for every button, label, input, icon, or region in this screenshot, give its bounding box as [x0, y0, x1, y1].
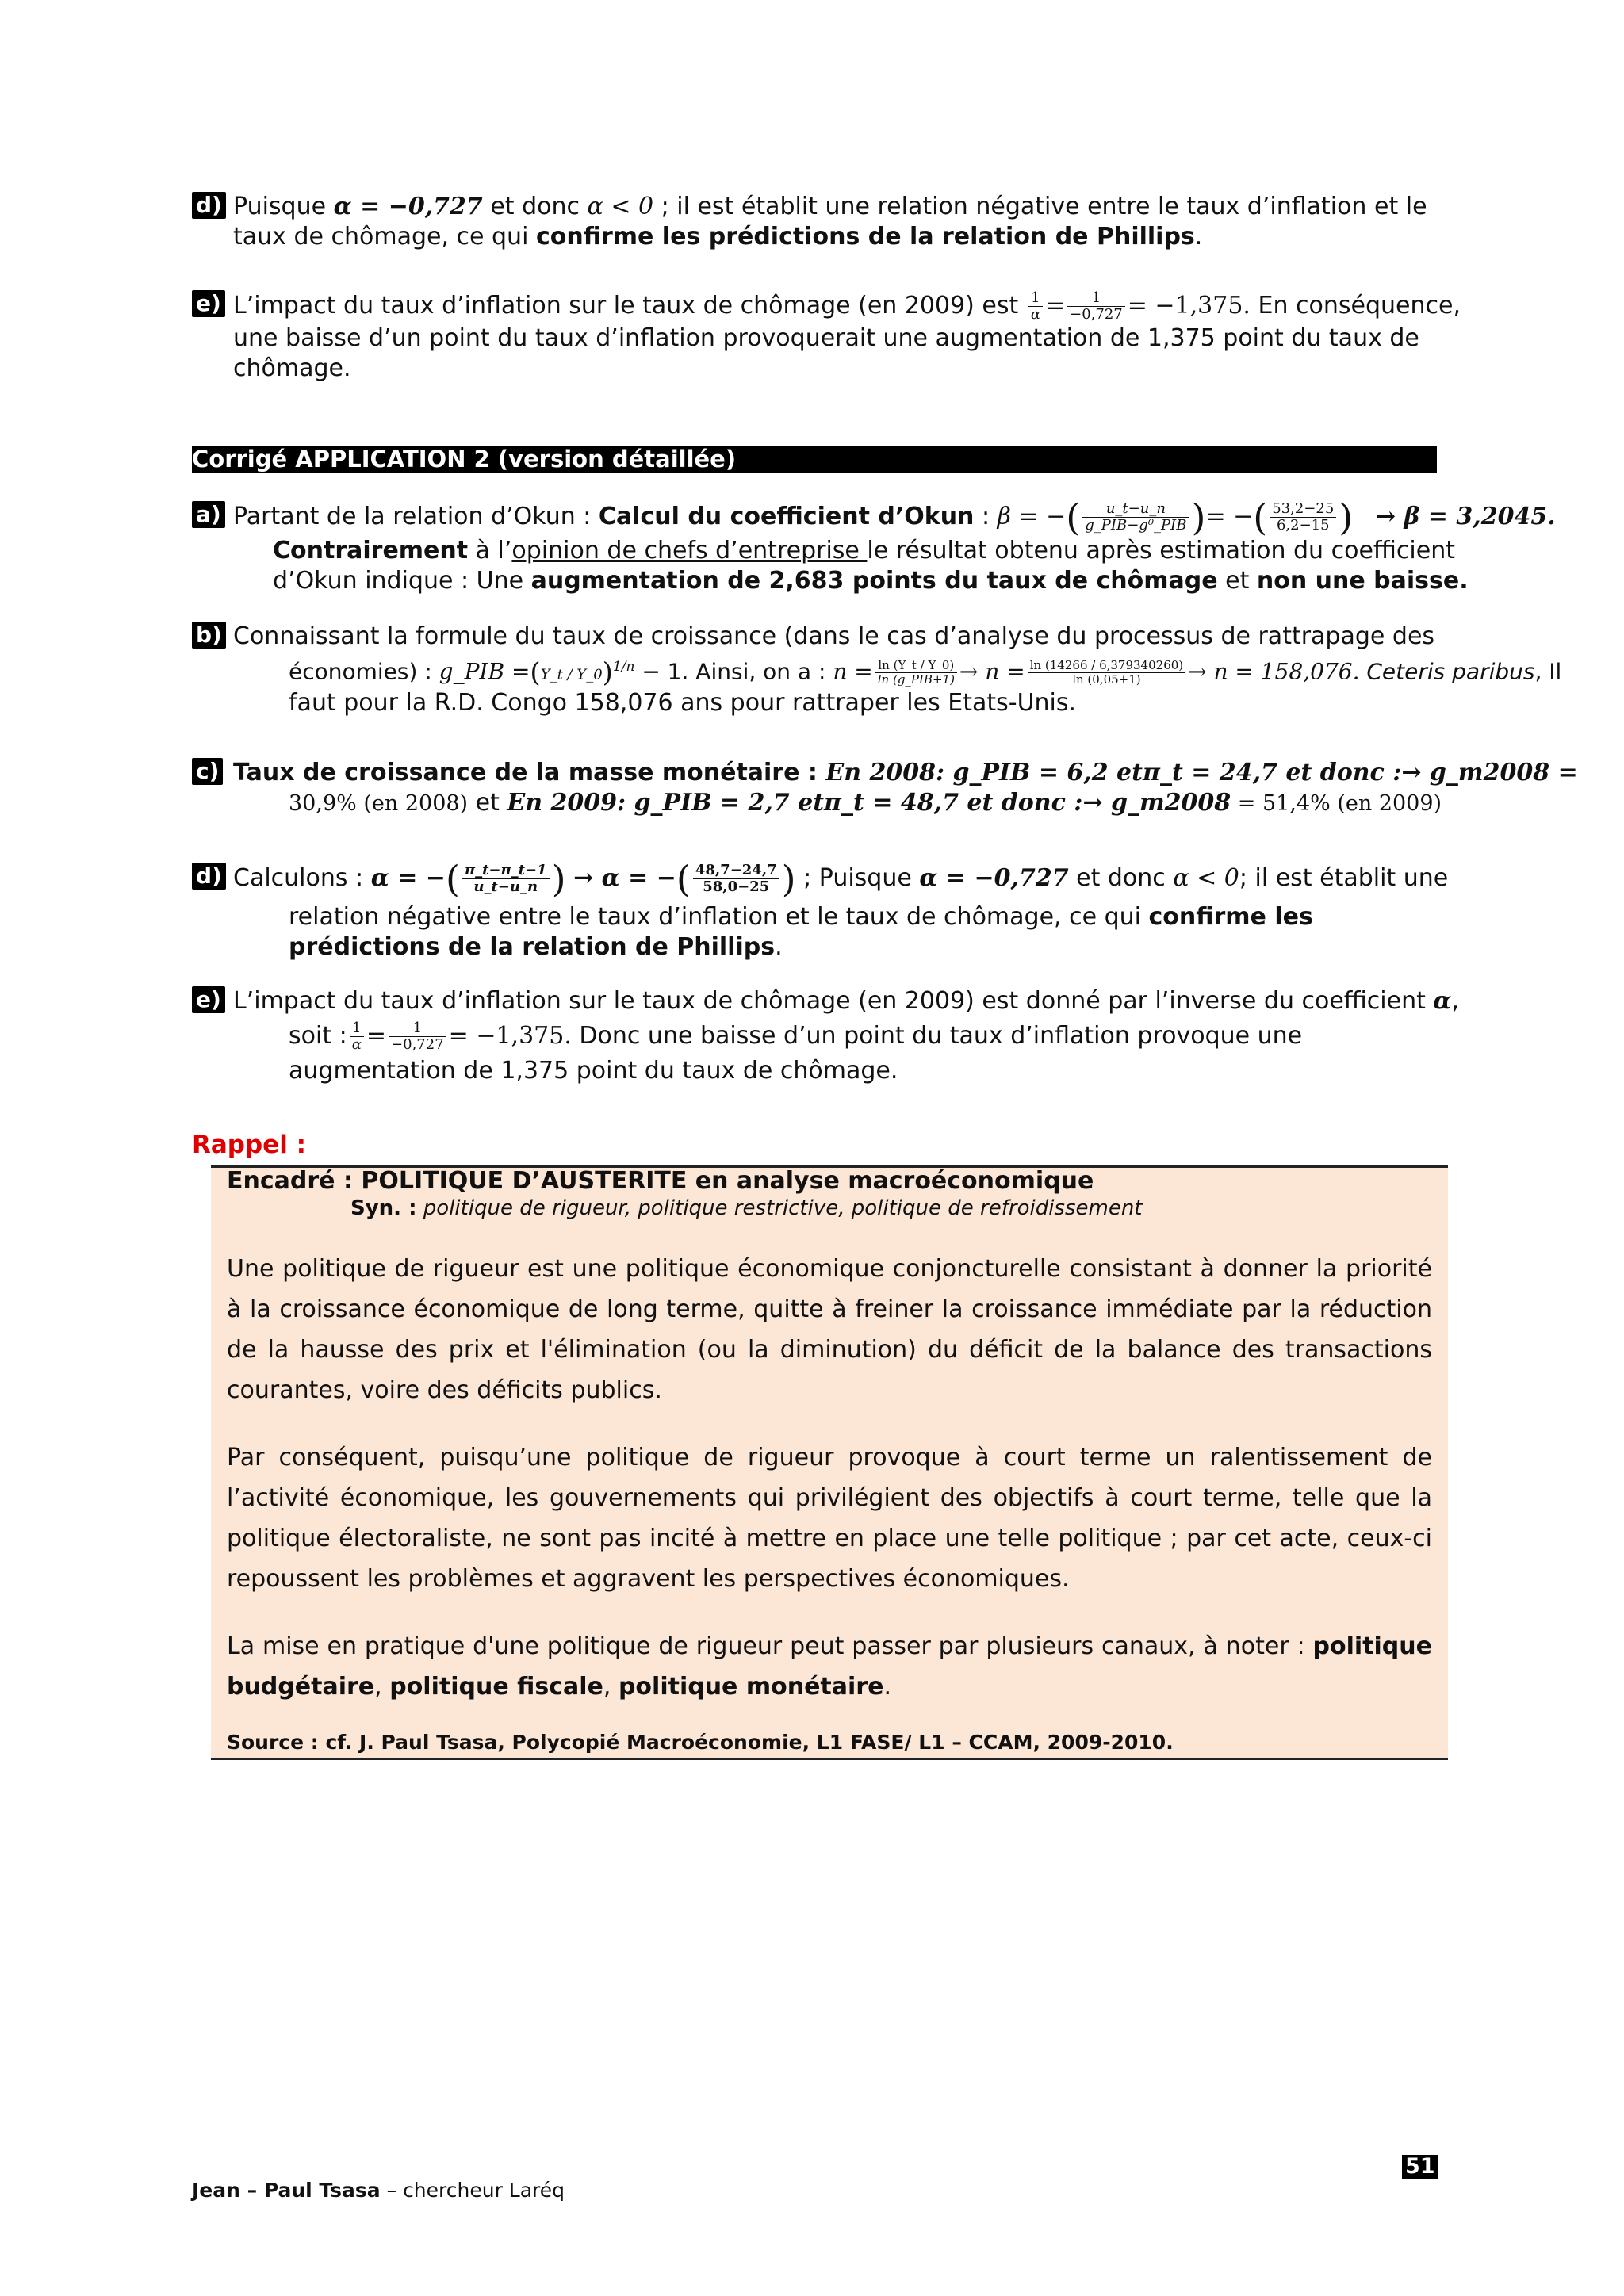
item-tag: b) — [192, 622, 226, 649]
text: à l’ — [468, 537, 512, 564]
section-title: Corrigé APPLICATION 2 (version détaillée) — [192, 446, 1437, 473]
item-text — [233, 289, 1461, 384]
footer-author — [192, 2179, 565, 2202]
syn-label: Syn. : — [350, 1196, 417, 1220]
math: En 2008: g_PIB = 6,2 etπ_t = 24,7 et donc :→ g_m2008 = — [817, 759, 1578, 786]
fraction: $\frac{1}{\alpha}$ — [350, 1020, 364, 1053]
text: − 1. Ainsi, on a : — [634, 658, 833, 685]
item-text — [233, 192, 1437, 252]
encadre-paragraph-2: Par conséquent, puisqu’une politique de rigueur provoque à court terme un ralentissement de l’activité économique, les gouvernements qui privilégient des objectifs à court terme, telle que la politique électoraliste, ne sont pas incité à mettre en place une telle politique ; par cet acte, ceux-ci repoussent les problèmes et aggravent les perspectives économiques. — [227, 1444, 1432, 1593]
text: et donc — [482, 193, 588, 220]
math: 1/n — [612, 659, 635, 675]
bold-text: Taux de croissance de la masse monétaire : — [233, 759, 818, 786]
math: α = − — [370, 864, 446, 892]
text: une baisse d’un point du taux d’inflation provoquerait une augmentation de 1,375 point du taux de — [233, 324, 1419, 352]
math: β = − — [997, 503, 1067, 530]
text: Connaissant la formule du taux de croissance (dans le cas d’analyse du processus de rattrapage des — [233, 622, 1435, 650]
encadre-source: Source : cf. J. Paul Tsasa, Polycopié Macroéconomie, L1 FASE/ L1 – CCAM, 2009-2010. — [227, 1731, 1174, 1754]
math: = — [366, 1022, 387, 1050]
author-name: Jean – Paul Tsasa — [192, 2179, 381, 2202]
fraction: $\frac{u\_t-u\_n}{\text{g\_PIB−g⁰\_PIB}}$ — [1082, 501, 1189, 534]
math: Y_t / Y_0 — [540, 666, 603, 683]
text: : — [974, 503, 998, 530]
bold-text: augmentation de 2,683 points du taux de chômage — [530, 567, 1218, 595]
text: Partant de la relation d’Okun : — [233, 503, 599, 530]
fraction: $\frac{1}{-0,727}$ — [1067, 290, 1125, 323]
text: relation négative entre le taux d’inflation et le taux de chômage, ce qui — [289, 903, 1149, 931]
math: = − — [1205, 503, 1254, 530]
item-tag: d) — [192, 192, 226, 219]
math: → α = − — [573, 864, 676, 892]
author-affiliation: – chercheur Laréq — [380, 2179, 565, 2202]
item-tag: d) — [192, 863, 226, 890]
item-text — [233, 758, 1578, 819]
text: . — [775, 933, 783, 961]
fraction: $\frac{1}{-0,727}$ — [389, 1020, 446, 1053]
math: = — [1044, 292, 1066, 320]
fraction: $\frac{48,7-24,7}{58,0-25}$ — [693, 863, 779, 895]
italic-text: Ceteris paribus — [1359, 658, 1535, 685]
math: α — [1433, 987, 1452, 1015]
bold-text: politique fiscale — [389, 1673, 603, 1701]
text: . — [1194, 223, 1203, 251]
item-text: Connaissant la formule du taux de croissance (dans le cas d’analyse du processus de rattrapage des économies) : g_PIB =(Y_t / Y_0)$^{1/n}$ − 1. Ainsi, on a : n = $\frac{\ln (Y\_t / Y\_0)}{\text{ln (g\_PIB+1)}}$ → n = $\frac{\ln (14266 / 6,379340260)}{\ln (0,05+1)}$ → n = 158,076. Ceteris paribus, Il faut pour la R.D. Congo 158,076 ans pour rattraper les Etats-Unis. — [233, 622, 1562, 717]
item-text: Partant de la relation d’Okun : Calcul du coefficient d’Okun : β = −( $\frac{u\_t-u\_n}{\text{g\_PIB−g⁰\_PIB}}$ )= −( $\frac{53,2-25}{6,2-15}$ ) → β = 3,2045. Contrairement à l’opinion de chefs d’entreprise le résultat obtenu après estimation du coefficient d’Okun indique : Une augmentation de 2,683 points du taux de chômage et non une baisse. — [233, 496, 1556, 595]
encadre-title: Encadré : POLITIQUE D’AUSTERITE en analyse macroéconomique — [227, 1167, 1094, 1195]
bold-text: confirme les prédictions de la relation de Phillips — [535, 223, 1195, 251]
text: ; il est établit une — [1239, 864, 1449, 892]
bold-text: Contrairement — [273, 537, 469, 564]
text: En conséquence, — [1250, 292, 1461, 320]
text: L’impact du taux d’inflation sur le taux de chômage (en 2009) est donné par l’inverse du coefficient — [233, 987, 1434, 1015]
math: = −1,375. — [1127, 292, 1251, 320]
text: d’Okun indique : Une — [273, 567, 531, 595]
item-tag: a) — [192, 501, 225, 528]
math: α < 0 — [587, 193, 654, 220]
math: → β = 3,2045. — [1375, 503, 1556, 530]
item-text — [233, 986, 1460, 1086]
item-tag: c) — [192, 758, 223, 785]
math: g_PIB = — [439, 658, 530, 685]
math: En 2009: g_PIB = 2,7 etπ_t = 48,7 et donc :→ g_m2008 — [507, 789, 1231, 817]
encadre-box — [211, 1165, 1448, 1760]
text: le résultat obtenu après estimation du coefficient — [867, 537, 1455, 564]
text: L’impact du taux d’inflation sur le taux de chômage (en 2009) est — [233, 292, 1026, 320]
text: augmentation de 1,375 point du taux de chômage. — [289, 1057, 898, 1085]
fraction: $\frac{\ln (Y\_t / Y\_0)}{\text{ln (g\_PIB+1)}}$ — [875, 659, 957, 687]
encadre-paragraph-1: Une politique de rigueur est une politique économique conjoncturelle consistant à donner la priorité à la croissance économique de long terme, quitte à freiner la croissance immédiate par la réduction de la hausse des prix et l'élimination (ou la diminution) du déficit de la balance des transactions courantes, voire des déficits publics. — [227, 1255, 1432, 1404]
encadre-synonyms — [350, 1196, 1143, 1220]
item-tag: e) — [192, 986, 225, 1013]
fraction: $\frac{1}{\alpha}$ — [1028, 290, 1043, 323]
text: Puisque — [233, 193, 334, 220]
bold-text: prédictions de la relation de Phillips — [289, 933, 776, 961]
math: α < 0 — [1173, 864, 1239, 892]
text: taux de chômage, ce qui — [233, 223, 536, 251]
text: Donc une baisse d’un point du taux d’inflation provoque une — [571, 1022, 1303, 1050]
item-tag: e) — [192, 290, 225, 317]
text: soit : — [289, 1022, 347, 1050]
math: α = −0,727 — [919, 864, 1069, 892]
math: = 51,4% (en 2009) — [1231, 791, 1442, 816]
math: 30,9% (en 2008) — [289, 791, 469, 816]
text: économies) : — [289, 658, 439, 685]
text: , Il — [1534, 658, 1562, 685]
syn-text: politique de rigueur, politique restrictive, politique de refroidissement — [416, 1196, 1143, 1220]
underlined-text: opinion de chefs d’entreprise — [511, 537, 868, 564]
encadre-paragraph-3: La mise en pratique d'une politique de rigueur peut passer par plusieurs canaux, à noter : politique budgétaire, politique fiscale, politique monétaire. — [227, 1632, 1432, 1701]
text: chômage. — [233, 354, 351, 382]
math: α = −0,727 — [333, 193, 483, 220]
fraction: $\frac{\pi\_t-\pi\_t-1}{u\_t-u\_n}$ — [462, 863, 550, 895]
page-number: 51 — [1402, 2155, 1438, 2179]
fraction: $\frac{53,2-25}{6,2-15}$ — [1270, 501, 1336, 534]
fraction: $\frac{\ln (14266 / 6,379340260)}{\ln (0,05+1)}$ — [1028, 659, 1185, 687]
text: ; il est établit une relation négative entre le taux d’inflation et le — [653, 193, 1427, 220]
text: et — [1217, 567, 1257, 595]
bold-text: Calcul du coefficient d’Okun — [598, 503, 975, 530]
math: → n = — [959, 658, 1025, 685]
text: , — [1451, 987, 1460, 1015]
text: Calculons : — [233, 864, 371, 892]
math: = −1,375. — [448, 1022, 572, 1050]
math: n = — [833, 658, 873, 685]
item-text: Calculons : α = −( $\frac{\pi\_t-\pi\_t-1}{u\_t-u\_n}$ ) → α = −( $\frac{48,7-24,7}{58,0-25}$ ) ; Puisque α = −0,727 et donc α < 0; il est établit une relation négative entre le taux d’inflation et le taux de chômage, ce qui confirme les prédictions de la relation de Phillips. — [233, 857, 1449, 961]
text: ; Puisque — [803, 864, 920, 892]
math: → n = 158,076. — [1188, 658, 1360, 685]
bold-text: politique monétaire — [618, 1673, 884, 1701]
text: faut pour la R.D. Congo 158,076 ans pour rattraper les Etats-Unis. — [289, 689, 1077, 717]
text: et — [468, 789, 508, 817]
bold-text: non une baisse. — [1256, 567, 1469, 595]
rappel-heading: Rappel : — [192, 1131, 307, 1159]
text: La mise en pratique d'une politique de rigueur peut passer par plusieurs canaux, à noter : — [227, 1632, 1313, 1660]
text: et donc — [1068, 864, 1174, 892]
bold-text: confirme les — [1148, 903, 1313, 931]
bold-text: politique budgétaire — [227, 1632, 1432, 1701]
